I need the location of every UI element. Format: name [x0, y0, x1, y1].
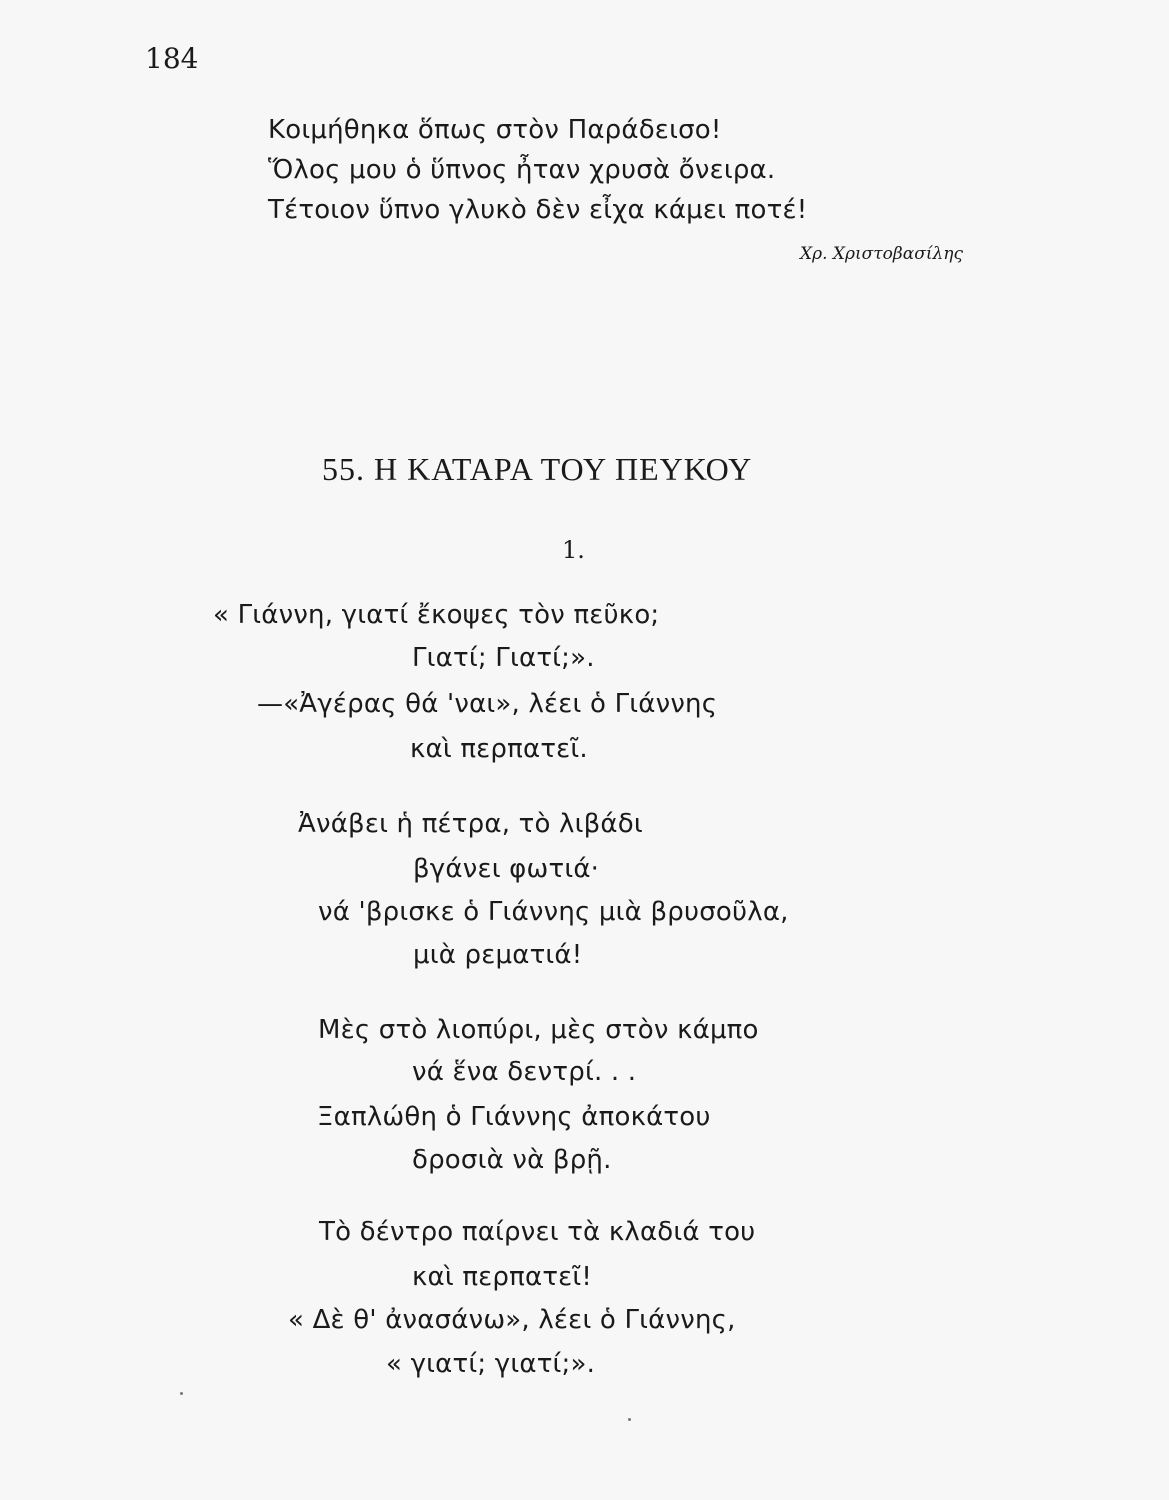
poem-line: νά 'βρισκε ὁ Γιάννης μιὰ βρυσοῦλα,: [318, 897, 789, 927]
poem-attribution: Χρ. Χριστοβασίλης: [800, 244, 963, 264]
section-title: 55. Η ΚΑΤΑΡΑ ΤΟΥ ΠΕΥΚΟΥ: [322, 451, 753, 487]
poem-line: « γιατί; γιατί;».: [386, 1349, 596, 1379]
part-number: 1.: [562, 536, 585, 564]
poem-line: —«Ἀγέρας θά 'ναι», λέει ὁ Γιάννης: [257, 689, 718, 719]
page-speck: [180, 1392, 183, 1395]
poem-line: νά ἕνα δεντρί. . .: [412, 1057, 637, 1087]
opening-poem-line: Ὅλος μου ὁ ὕπνος ἦταν χρυσὰ ὄνειρα.: [268, 155, 776, 185]
poem-line: Τὸ δέντρο παίρνει τὰ κλαδιά του: [319, 1217, 756, 1247]
poem-line: δροσιὰ νὰ βρῇ.: [412, 1145, 612, 1175]
poem-line: βγάνει φωτιά·: [413, 854, 600, 884]
opening-poem-line: Τέτοιον ὕπνο γλυκὸ δὲν εἶχα κάμει ποτέ!: [268, 195, 808, 225]
opening-poem-line: Κοιμήθηκα ὅπως στὸν Παράδεισο!: [268, 115, 722, 145]
poem-line: Ξαπλώθη ὁ Γιάννης ἀποκάτου: [317, 1102, 711, 1132]
poem-line: Γιατί; Γιατί;».: [412, 643, 595, 673]
poem-line: « Δὲ θ' ἀνασάνω», λέει ὁ Γιάννης,: [288, 1305, 736, 1335]
poem-line: Ἀνάβει ἡ πέτρα, τὸ λιβάδι: [298, 809, 643, 839]
poem-line: καὶ περπατεῖ.: [410, 734, 588, 764]
poem-line: Μὲς στὸ λιοπύρι, μὲς στὸν κάμπο: [318, 1015, 759, 1045]
poem-line: « Γιάννη, γιατί ἔκοψες τὸν πεῦκο;: [213, 600, 660, 630]
poem-line: καὶ περπατεῖ!: [412, 1262, 593, 1292]
poem-line: μιὰ ρεματιά!: [413, 940, 583, 970]
page-speck: [628, 1418, 631, 1421]
page-number: 184: [145, 42, 199, 75]
